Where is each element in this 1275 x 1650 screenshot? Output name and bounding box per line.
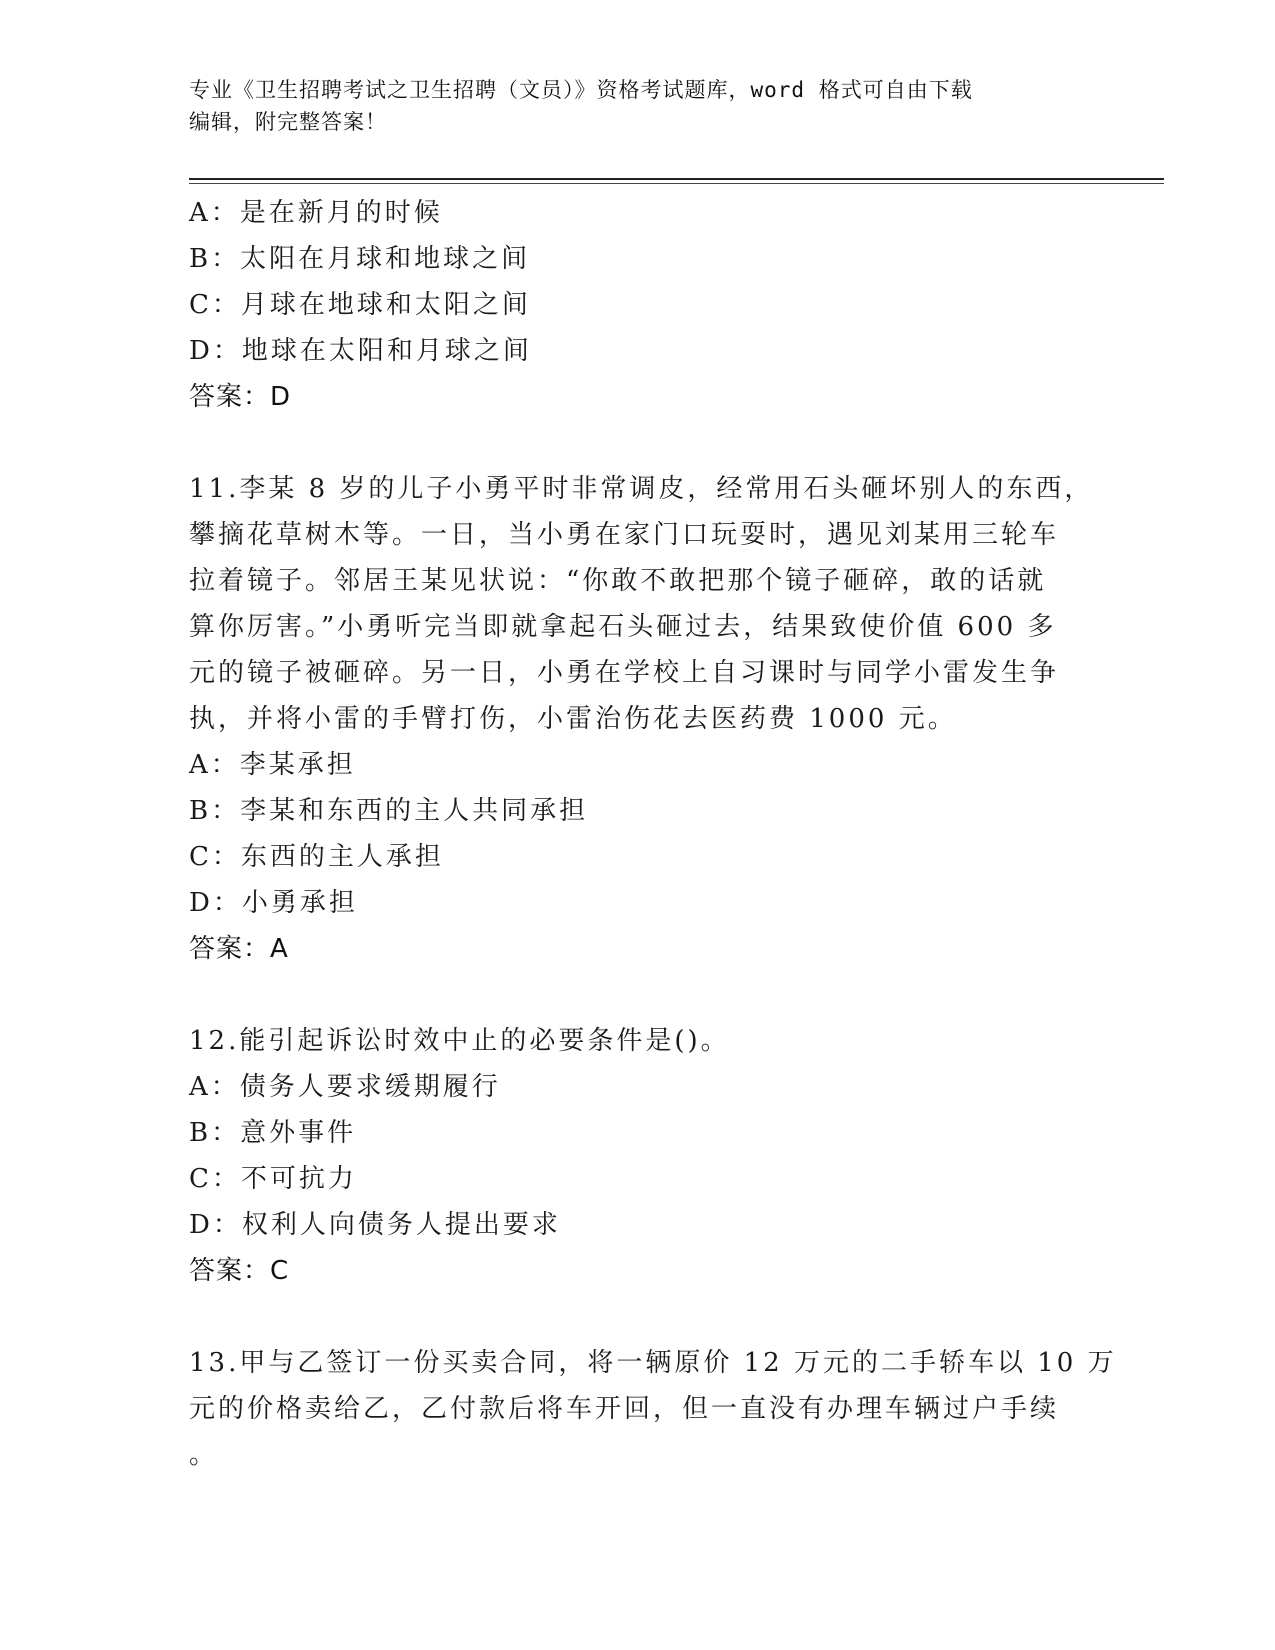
option-c: C：不可抗力 [189,1164,357,1194]
question-line: 13.甲与乙签订一份买卖合同，将一辆原价 12 万元的二手轿车以 10 万 [189,1348,1117,1378]
question-line: 拉着镜子。邻居王某见状说：“你敢不敢把那个镜子砸碎，敢的话就 [189,566,1047,596]
option-c: C：东西的主人承担 [189,842,444,872]
question-10-block [189,190,1089,420]
question-11-text [189,466,1094,742]
option-a: A：是在新月的时候 [189,198,443,228]
option-d: D：小勇承担 [189,888,358,918]
option-b: B：李某和东西的主人共同承担 [189,796,589,826]
question-line: 执，并将小雷的手臂打伤，小雷治伤花去医药费 1000 元。 [189,704,957,734]
question-12-block [189,1018,1089,1294]
option-d: D：地球在太阳和月球之间 [189,336,532,366]
option-d: D：权利人向债务人提出要求 [189,1210,561,1240]
question-line: 元的镜子被砸碎。另一日，小勇在学校上自习课时与同学小雷发生争 [189,658,1060,688]
question-11-block [189,466,1094,972]
option-a: A：李某承担 [189,750,356,780]
option-b: B：太阳在月球和地球之间 [189,244,531,274]
question-line: 算你厉害。”小勇听完当即就拿起石头砸过去，结果致使价值 600 多 [189,612,1057,642]
spacer [189,972,1089,1018]
header-divider-thin [189,183,1164,184]
header-line-2: 编辑，附完整答案！ [189,110,387,134]
answer-label: 答案：C [189,1256,290,1286]
question-line: 。 [189,1440,219,1470]
spacer [189,420,1089,466]
header-line-1: 专业《卫生招聘考试之卫生招聘（文员）》资格考试题库，word 格式可自由下载 [189,78,973,102]
question-line: 元的价格卖给乙，乙付款后将车开回，但一直没有办理车辆过户手续 [189,1394,1060,1424]
question-line: 攀摘花草树木等。一日，当小勇在家门口玩耍时，遇见刘某用三轮车 [189,520,1060,550]
question-13-text [189,1340,1117,1478]
question-12-text [189,1018,1089,1064]
spacer [189,1294,1089,1340]
answer-label: 答案：A [189,934,289,964]
option-c: C：月球在地球和太阳之间 [189,290,531,320]
option-a: A：债务人要求缓期履行 [189,1072,501,1102]
document-header [189,74,1069,138]
answer-label: 答案：D [189,382,292,412]
question-content [189,190,1117,1478]
question-13-block [189,1340,1117,1478]
option-b: B：意外事件 [189,1118,357,1148]
question-line: 11.李某 8 岁的儿子小勇平时非常调皮，经常用石头砸坏别人的东西， [189,474,1094,504]
question-line: 12.能引起诉讼时效中止的必要条件是()。 [189,1026,730,1056]
header-divider-thick [189,178,1164,180]
